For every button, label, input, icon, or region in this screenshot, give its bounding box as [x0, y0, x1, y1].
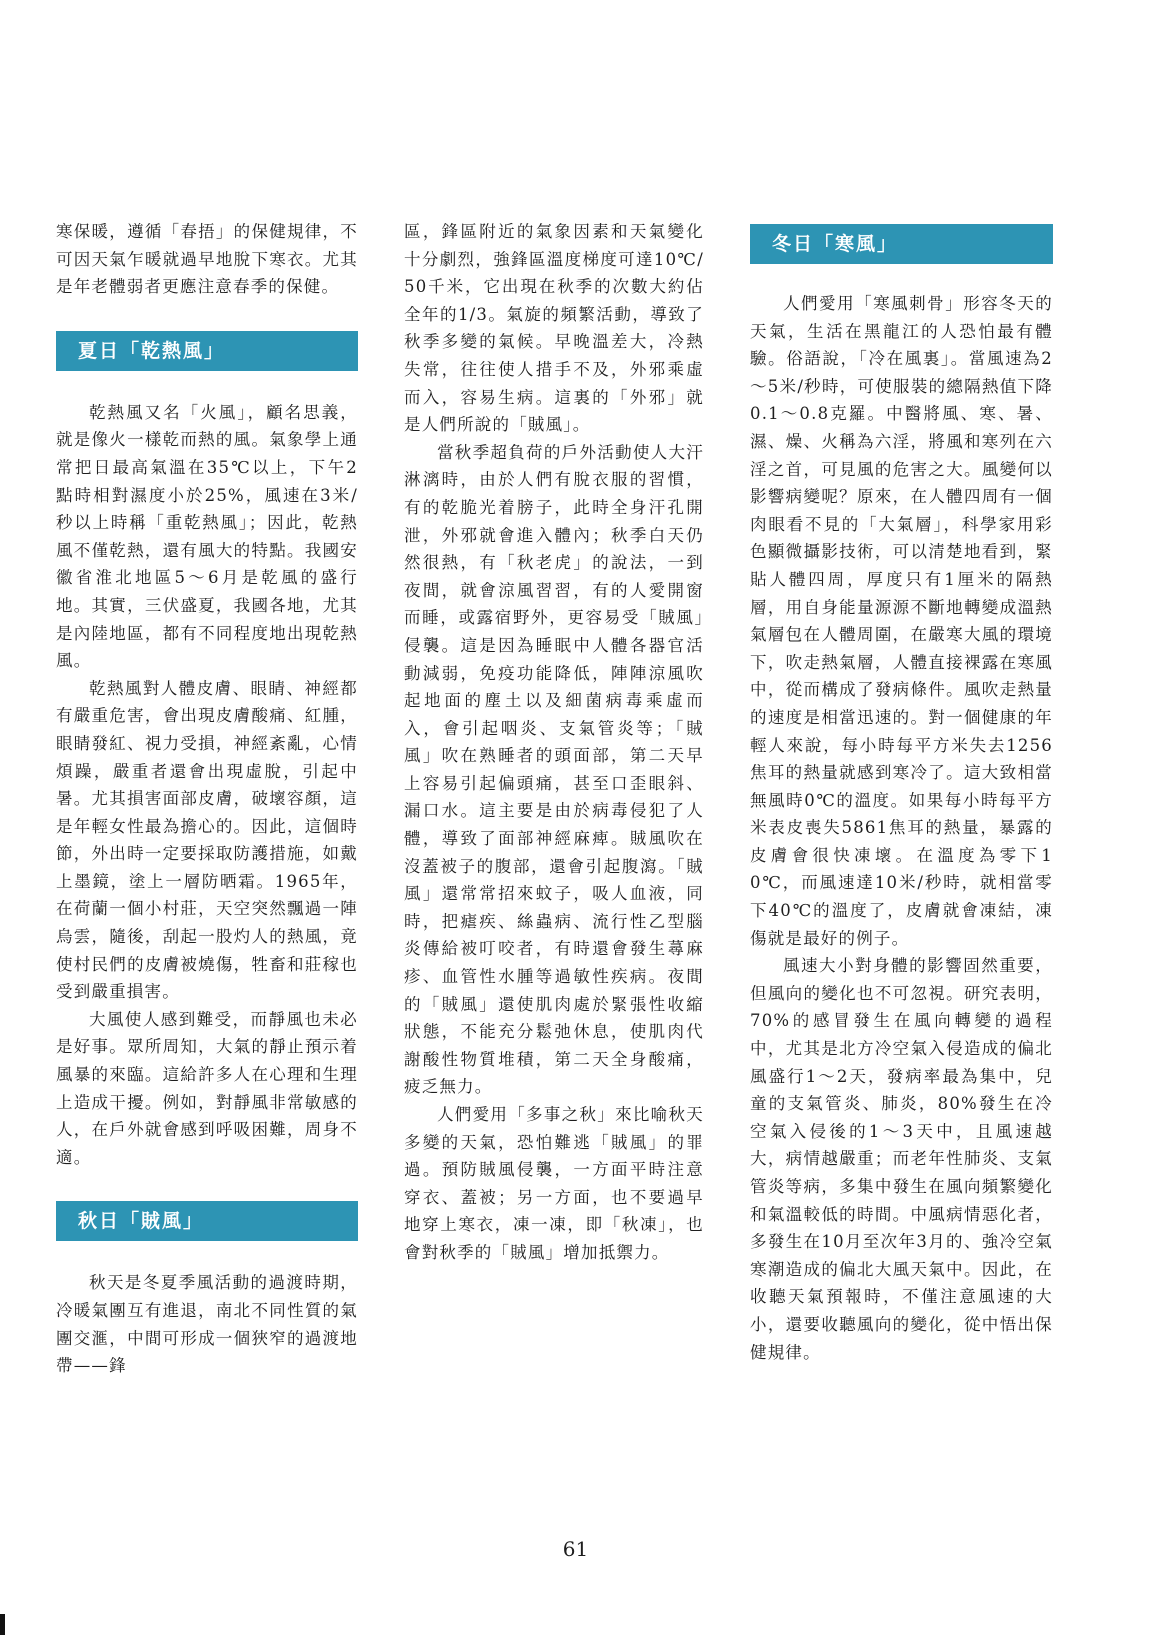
column-middle: [404, 218, 704, 1267]
page-number: 61: [562, 1537, 589, 1561]
autumn-section-heading: 秋日「賊風」: [56, 1201, 358, 1241]
winter-section-heading: 冬日「寒風」: [750, 224, 1053, 264]
summer-paragraph-1: 乾熱風又名「火風」，顧名思義，就是像火一樣乾而熱的風。氣象學上通常把日最高氣溫在35℃以上，下午2點時相對濕度小於25%，風速在3米/秒以上時稱「重乾熱風」；因此，乾熱風不僅乾熱，還有風大的特點。我國安徽省淮北地區5～6月是乾風的盛行地。其實，三伏盛夏，我國各地，尤其是內陸地區，都有不同程度地出現乾熱風。: [56, 402, 358, 671]
column-right: [750, 218, 1053, 1366]
spring-continuation-paragraph: 寒保暖，遵循「春捂」的保健規律，不可因天氣乍暖就過早地脫下寒衣。尤其是年老體弱者更應注意春季的保健。: [56, 222, 358, 297]
autumn-paragraph-2: 當秋季超負荷的戶外活動使人大汗淋漓時，由於人們有脫衣服的習慣，有的乾脆光着膀子，此時全身汗孔開泄，外邪就會進入體內；秋季白天仍然很熱，有「秋老虎」的說法，一到夜間，就會涼風習習，有的人愛開窗而睡，或露宿野外，更容易受「賊風」侵襲。這是因為睡眠中人體各器官活動減弱，免疫功能降低，陣陣涼風吹起地面的塵土以及細菌病毒乘虛而入，會引起咽炎、支氣管炎等；「賊風」吹在熟睡者的頭面部，第二天早上容易引起偏頭痛，甚至口歪眼斜、漏口水。這主要是由於病毒侵犯了人體，導致了面部神經麻痺。賊風吹在沒蓋被子的腹部，還會引起腹瀉。「賊風」還常常招來蚊子，吸人血液，同時，把瘧疾、絲蟲病、流行性乙型腦炎傳給被叮咬者，有時還會發生蕁麻疹、血管性水腫等過敏性疾病。夜間的「賊風」還使肌肉處於緊張性收縮狀態，不能充分鬆弛休息，使肌肉代謝酸性物質堆積，第二天全身酸痛，疲乏無力。: [404, 442, 704, 1097]
autumn-paragraph-1: 秋天是冬夏季風活動的過渡時期，冷暖氣團互有進退，南北不同性質的氣團交滙，中間可形成一個狹窄的過渡地帶——鋒: [56, 1273, 358, 1376]
winter-paragraph-1: 人們愛用「寒風刺骨」形容冬天的天氣，生活在黑龍江的人恐怕最有體驗。俗語說，「冷在風裏」。當風速為2～5米/秒時，可使服裝的總隔熱值下降0.1～0.8克羅。中醫將風、寒、暑、濕、燥、火稱為六淫，將風和寒列在六淫之首，可見風的危害之大。風變何以影響病變呢？原來，在人體四周有一個肉眼看不見的「大氣層」，科學家用彩色顯微攝影技術，可以清楚地看到，緊貼人體四周，厚度只有1厘米的隔熱層，用自身能量源源不斷地轉變成溫熱氣層包在人體周圍，在嚴寒大風的環境下，吹走熱氣層，人體直接裸露在寒風中，從而構成了發病條件。風吹走熱量的速度是相當迅速的。對一個健康的年輕人來說，每小時每平方米失去1256焦耳的熱量就感到寒冷了。這大致相當無風時0℃的溫度。如果每小時每平方米表皮喪失5861焦耳的熱量，暴露的皮膚會很快凍壞。在溫度為零下10℃，而風速達10米/秒時，就相當零下40℃的溫度了，皮膚就會凍結，凍傷就是最好的例子。: [750, 294, 1053, 948]
autumn-paragraph-continued: 區，鋒區附近的氣象因素和天氣變化十分劇烈，強鋒區溫度梯度可達10℃/50千米，它出現在秋季的次數大約佔全年的1/3。氣旋的頻繁活動，導致了秋季多變的氣候。早晚溫差大，冷熱失常，往往使人措手不及，外邪乘虛而入，容易生病。這裏的「外邪」就是人們所說的「賊風」。: [404, 222, 704, 435]
scan-edge-mark: [0, 1614, 5, 1635]
summer-paragraph-2: 乾熱風對人體皮膚、眼睛、神經都有嚴重危害，會出現皮膚酸痛、紅腫，眼睛發紅、視力受損，神經紊亂，心情煩躁，嚴重者還會出現虛脫，引起中暑。尤其損害面部皮膚，破壞容顏，這是年輕女性最為擔心的。因此，這個時節，外出時一定要採取防護措施，如戴上墨鏡，塗上一層防晒霜。1965年，在荷蘭一個小村莊，天空突然飄過一陣烏雲，隨後，刮起一股灼人的熱風，竟使村民們的皮膚被燒傷，牲畜和莊稼也受到嚴重損害。: [56, 678, 358, 1002]
summer-section-heading: 夏日「乾熱風」: [56, 331, 358, 371]
summer-paragraph-3: 大風使人感到難受，而靜風也未必是好事。眾所周知，大氣的靜止預示着風暴的來臨。這給許多人在心理和生理上造成干擾。例如，對靜風非常敏感的人，在戶外就會感到呼吸困難，周身不適。: [56, 1009, 358, 1167]
autumn-paragraph-3: 人們愛用「多事之秋」來比喻秋天多變的天氣，恐怕難逃「賊風」的罪過。預防賊風侵襲，一方面平時注意穿衣、蓋被；另一方面，也不要過早地穿上寒衣，凍一凍，即「秋凍」，也會對秋季的「賊風」增加抵禦力。: [404, 1105, 704, 1262]
column-left: [56, 218, 358, 1380]
winter-paragraph-2: 風速大小對身體的影響固然重要，但風向的變化也不可忽視。研究表明，70%的感冒發生在風向轉變的過程中，尤其是北方冷空氣入侵造成的偏北風盛行1～2天，發病率最為集中，兒童的支氣管炎、肺炎，80%發生在冷空氣入侵後的1～3天中，且風速越大，病情越嚴重；而老年性肺炎、支氣管炎等病，多集中發生在風向頻繁變化和氣溫較低的時間。中風病情惡化者，多發生在10月至次年3月的、強冷空氣寒潮造成的偏北大風天氣中。因此，在收聽天氣預報時，不僅注意風速的大小，還要收聽風向的變化，從中悟出保健規律。: [750, 956, 1053, 1362]
